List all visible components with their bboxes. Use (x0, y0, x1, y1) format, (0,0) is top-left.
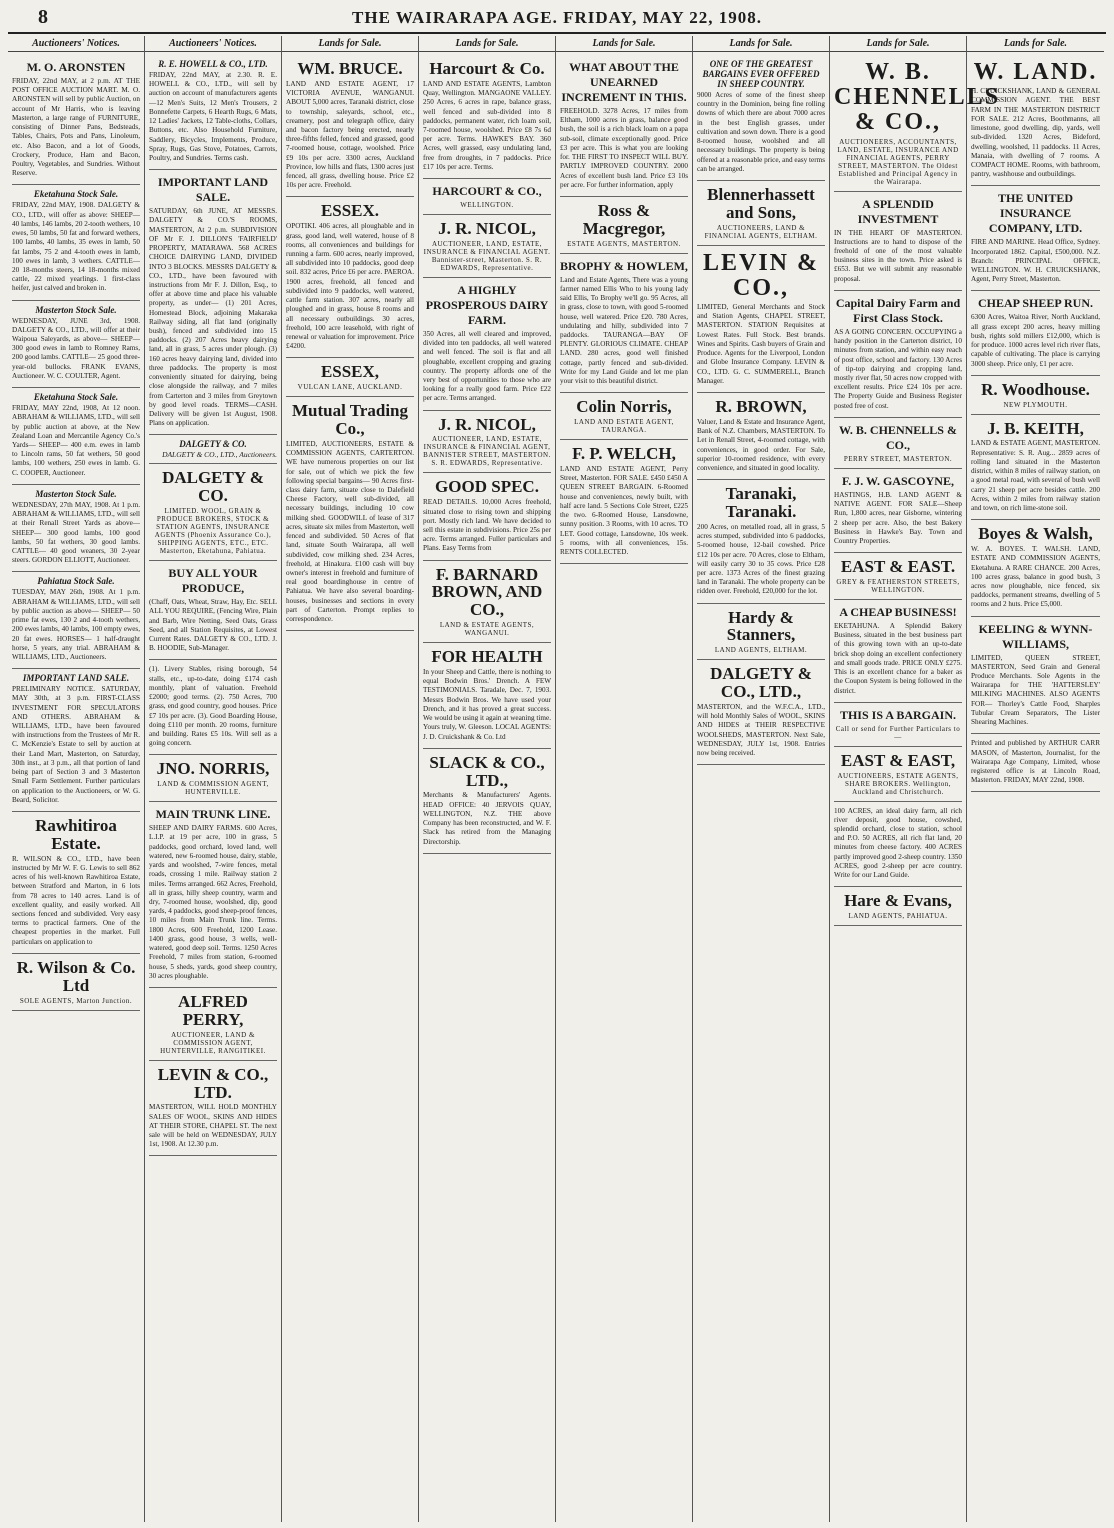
advert (149, 660, 277, 755)
advert-text: SHEEP AND DAIRY FARMS. 600 Acres, L.I.P. at 19 per acre, 100 in grass, 5 paddocks, good orchard, loved land, well watered, new 6-roomed house, dairy, stable, yards and woolshed, 7-wire fences, metal roads, crossing 1 mile. Railway station 2 miles. Terms arranged. 662 Acres, Freehold, all in grass, hilly sheep country, warm and dry, 7-roomed house, woolshed, dip, good yards, 4 paddocks, good sheep-proof fences, 10 miles from Main Trunk line. Terms. 1800 Acres, 600 Freehold, 1200 Lease. 1400 grass, good house, 3 wells, well-watered, good deep soil. Terms. 1250 Acres Freehold, 7 miles from station, 6-roomed house, 5 sheds, yards, good sheep country, 30 acres ploughable. (149, 824, 277, 980)
advert (834, 55, 1001, 192)
advert-title: M. O. ARONSTEN (26, 60, 126, 74)
advert-title: IMPORTANT LAND SALE. (22, 673, 130, 684)
advert (12, 669, 140, 812)
advert-text: AUCTIONEER, LAND & COMMISSION AGENT, HUNTERVILLE, RANGITIKEI. (160, 1030, 266, 1055)
advert-title: ONE OF THE GREATEST BARGAINS EVER OFFERED IN SHEEP COUNTRY. (702, 59, 820, 89)
advert (149, 755, 277, 802)
advert-text: WEDNESDAY, JUNE 3rd, 1908. DALGETY & CO., LTD., will offer at their Waipoua Saleyards, as above— SHEEP— 300 good ewes in lamb to Romney Rams, 200 good lambs. CATTLE— 25 good three-year-old bullocks. FRANK EVANS, Auctioneer. W. C. COULTER, Agent. (12, 316, 140, 380)
advert-text: Valuer, Land & Estate and Insurance Agent, Bank of N.Z. Chambers, MASTERTON. To Let in Renall Street, 4-roomed cottage, with conveniences, in good order. For Sale, superior 10-roomed residence, with every convenience, and situated in good locality. (697, 417, 825, 472)
advert (286, 55, 414, 197)
advert-title: WHAT ABOUT THE UNEARNED INCREMENT IN THIS. (561, 60, 687, 104)
column-heading: Auctioneers' Notices. (8, 36, 144, 52)
advert (697, 181, 825, 246)
advert-title: EAST & EAST, (840, 750, 956, 770)
advert (697, 604, 825, 661)
advert-text: SATURDAY, 6th JUNE, AT MESSRS. DALGETY & CO.'S ROOMS, MASTERTON, At 2 p.m. SUBDIVISION OF Mr F. J. DILLON'S 'FAIRFIELD' PROPERTY, MATARAWA. 568 ACRES CHOICE DAIRYING LAND, DIVIDED INTO 3 BLOCKS. MESSRS DALGETY & CO., LTD., have been favoured with instructions from Mr F. J. Dillon, Esq., to offer at above time and place his valuable property, as under— (1) 201 Acres, Homestead Block, adjoining Makaraka Railway siding, all flat land (originally bush), fenced and subdivided into 15 paddocks. (2) 207 Acres heavy dairying land, all in grass, 5 acres under plough. (3) 160 acres heavy dairying land, divided into three paddocks. The property is most conveniently situated for dairying, being close alongside the railway, and 7 miles from Carterton and 3 miles from Greytown by good level roads. TERMS—CASH. Delivery will be given 1st August, 1908. Plans on application. (149, 207, 277, 428)
advert-title: ALFRED PERRY, (178, 991, 248, 1029)
advert-title: HARCOURT & CO., (432, 184, 542, 199)
advert-title: Mutual Trading Co., (291, 401, 409, 439)
advert-title: ESSEX, (320, 362, 380, 382)
advert-title: DALGETY & CO. (162, 468, 264, 506)
advert-text: FRIDAY, 22nd MAY, 1908. DALGETY & CO., LTD., will offer as above: SHEEP— 40 lambs, 146 lambs, 20 2-tooth wethers, 10 ewes, 50 lambs, 50 fat and forward wethers, 100 lambs, 40 lambs, 35 ewes in lamb, 50 fat lambs, 75 2 and 4-tooth ewes in lamb, 100 ewes in lamb, 3 wethers. CATTLE— 20 18-months steers, 14 18-months mixed cattle, 22 mixed yearlings. 1 first-class heifer, just calved and broken in. (12, 201, 140, 293)
advert-title: THIS IS A BARGAIN. (839, 707, 957, 722)
advert (12, 572, 140, 669)
advert (834, 469, 962, 553)
advert (834, 553, 962, 600)
advert-text: LAND AND ESTATE AGENT, TAURANGA. (574, 418, 674, 435)
advert-title: MAIN TRUNK LINE. (155, 807, 271, 822)
advert-text: Merchants & Manufacturers' Agents. HEAD OFFICE: 40 JERVOIS QUAY, WELLINGTON, N.Z. THE above Company has been reconstructed, and W. F. Slack has retired from the Managing Directorship. (423, 791, 551, 846)
advert-text: LAND AND ESTATE AGENT, Perry Street, Masterton. FOR SALE. £450 £450 A QUEEN STREET BARGAIN. 6-Roomed house and conveniences, newly built, with half acre land. 5 Sections Cole Street, £225 the two. 6-Roomed House, Lansdowne, sunny position. 3 Rooms, with 10 acres. TO LET. Good cottage, Lansdowne, 10s week. 5 rooms, with all conveniences, 15s. RENTS COLLECTED. (560, 464, 688, 556)
advert-text: MASTERTON, WILL HOLD MONTHLY SALES OF WOOL, SKINS AND HIDES AT THEIR STORE, CHAPEL ST. The next sale will be held on WEDNESDAY, JULY 1st, 1908. At 12.30 p.m. (149, 1103, 277, 1149)
advert-text: IN THE HEART OF MASTERTON. Instructions are to hand to dispose of the freehold of one of the most valuable business sites in the town. Price asked is £653. But we will submit any reasonable proposal. (834, 228, 962, 283)
columns (8, 36, 1106, 1522)
advert-text: LIMITED, AUCTIONEERS, ESTATE & COMMISSION AGENTS, CARTERTON. WE have numerous properties on our list for sale, out of which we pick the few following special bargains— 90 Acres first-class dairy farm, situate close to Dalefield Cheese Factory, well sub-divided, all necessary buildings, including 10 cow milking shed. GOODWILL of lease of 317 acres, situate six miles from Masterton, well fenced and subdivided. 50 Acres of flat land, situate South Wairarapa, all well subdivided, cow milking shed. 234 Acres, freehold, at Hinakura. £100 cash will buy owner's interest in freehold and furniture of real good boardinghouse in centre of Pahiatua. We have also several boarding-houses, businesses and sections in every part of Carterton. Prompt replies to correspondence. (286, 439, 414, 624)
newspaper-title: THE WAIRARAPA AGE. FRIDAY, MAY 22, 1908. (352, 8, 762, 27)
advert-text: Land and Estate Agents, There was a young farmer named Ellis Who to his young lady said Ellis, To Brophy we'll go. 95 Acres, all in grass, close to town, with good 5-roomed house, well watered. Price £20. 780 Acres, undulating and hilly, subdivided into 7 paddocks. TAURANGA—BAY OF PLENTY. GLORIOUS CLIMATE. CHEAP LAND. 280 acres, good well finished cottage, partly fenced and sub-divided. Write for my Land Guide and let me plan your visit to this beautiful district. (560, 275, 688, 386)
advert-text: TUESDAY, MAY 26th, 1908. At 1 p.m. ABRAHAM & WILLIAMS, LTD., will sell by public auction as above— SHEEP— 50 prime fat ewes, 130 2 and 4-tooth wethers, 200 ewes lambs, 40 lambs, 100 empty ewes, 20 fat ewes. HORSES— 1 half-draught horse, 5 years, any trial. ABRAHAM & WILLIAMS, LTD., Auctioneers. (12, 588, 140, 661)
advert-text: AUCTIONEERS, ESTATE AGENTS, SHARE BROKERS. Wellington, Auckland and Christchurch. (837, 771, 959, 796)
advert-title: Hare & Evans, (844, 891, 952, 911)
advert (971, 415, 1100, 521)
advert-title: THE UNITED INSURANCE COMPANY, LTD. (988, 191, 1083, 236)
advert-text: (1). Livery Stables, rising borough, 54 stalls, etc., up-to-date, doing £174 cash monthly, plant of valuation. Freehold £2000; good terms. (2). 750 Acres, 700 grass, end good country, good houses. Price £7 10s per acre. (3). Good Boarding House, doing £110 per month. 20 rooms, furniture and building. Rates £5 10s. Will sell as a going concern. (149, 665, 277, 748)
advert (423, 278, 551, 411)
advert (149, 802, 277, 988)
advert-text: (Chaff, Oats, Wheat, Straw, Hay, Etc. SELL ALL YOU REQUIRE, (Fencing Wire, Plain and Barb, Wire Netting, Seed Oats, Grass Seed, and all Station Requisites, at Lowest Current Rates. DALGETY & CO., LTD. J. B. HOODIE, Sub-Manager. (149, 598, 277, 653)
advert (286, 197, 414, 358)
advert-title: A HIGHLY PROSPEROUS DAIRY FARM. (425, 282, 549, 327)
advert (971, 55, 1100, 186)
advert-text: PRELIMINARY NOTICE. SATURDAY, MAY 30th, at 3 p.m. FIRST-CLASS INVESTMENT FOR SPECULATORS AND OTHERS. ABRAHAM & WILLIAMS, LTD., have been favoured with instructions from the Trustees of Mr R. C. McKenzie's Estate to sell by auction at their Land Mart, Masterton, on Saturday, 30th inst., at 3 p.m., all that portion of land being part of Section 3 and 3 Masterton Small Farm Settlement. Further particulars on application to the Auctioneers, or W. G. Beard, Solicitor. (12, 685, 140, 804)
advert (149, 435, 277, 464)
advert (834, 192, 962, 291)
advert (12, 388, 140, 485)
advert-text: FRIDAY, 22nd MAY, at 2.30. R. E. HOWELL & CO., LTD., will sell by auction on account of manufacturers agents—12 Men's Suits, 12 Men's Trousers, 2 Bonnefette Carpets, 6 Hearth Rugs, 6 Mats, 12 Ladies' Jackets, 12 Table-cloths, Collars, Buttons, etc. Also Household Furniture, Saddlery, Bicycles, Implements, Produce, Spray, Rugs, Gas Stove, Potatoes, Carrots, Poultry, and Sundries. Terms cash. (149, 71, 277, 162)
advert-title: J. R. NICOL, (438, 219, 536, 239)
advert-title: R. Woodhouse. (981, 379, 1090, 399)
advert-text: R. WILSON & CO., LTD., have been instructed by Mr W. F. G. Lewis to sell 862 acres of his well-known Rawhitiroa Estate, between Stratford and Marton, in 6 lots from 78 acres to 140 acres. Land is of excellent quality, and easily worked. All sections fenced and subdivided. Very easy terms to practical farmers. One of the cheapest properties in the market. Full particulars on application to (12, 854, 140, 946)
advert-title: Colin Norris, (576, 397, 672, 417)
column-5 (556, 36, 693, 1522)
advert-title: R. E. HOWELL & CO., LTD. (158, 59, 268, 69)
advert (971, 376, 1100, 415)
advert-text: GREY & FEATHERSTON STREETS, WELLINGTON. (836, 578, 960, 594)
advert (971, 617, 1100, 735)
advert-title: BROPHY & HOWLEM, (560, 258, 688, 273)
advert (560, 393, 688, 440)
advert (423, 473, 551, 560)
advert (697, 660, 825, 765)
advert (286, 397, 414, 631)
advert (560, 55, 688, 197)
advert-text: LIMITED. WOOL, GRAIN & PRODUCE BROKERS, STOCK & STATION AGENTS, INSURANCE AGENTS (Phoenix Assurance Co.), SHIPPING AGENTS, ETC., ETC. Masterton, Eketahuna, Pahiatua. (154, 507, 272, 556)
advert-title: CHEAP SHEEP RUN. (977, 296, 1094, 311)
advert (971, 734, 1100, 792)
advert (697, 55, 825, 181)
advert (149, 170, 277, 435)
advert (971, 520, 1100, 616)
advert-text: LIMITED, QUEEN STREET, MASTERTON, Seed Grain and General Produce Merchants. Sole Agents in the Wairarapa for THE 'HATTERSLEY' MILKING MACHINES. ALSO AGENTS FOR— Thorley's Cattle Food, Sharples Tubular Cream Separators, The Lister Shearing Machines. (971, 653, 1100, 727)
advert (12, 485, 140, 573)
advert-text: Printed and published by ARTHUR CARR MASON, of Masterton, Journalist, for the Wairarapa Age Company, Limited, whose registered office is at Lincoln Road, Masterton. FRIDAY, MAY 22nd, 1908. (971, 739, 1100, 785)
advert (697, 480, 825, 603)
advert-title: Eketahuna Stock Sale. (33, 392, 119, 403)
advert-title: BUY ALL YOUR PRODUCE, (168, 566, 258, 596)
advert (149, 988, 277, 1061)
advert (697, 393, 825, 480)
advert-text: LAND & ESTATE AGENT, MASTERTON. Representative: S. R. Aug... 2859 acres of rolling land situated in the Masterton district, within 8 miles of railway station, on a good metal road, with several of bush well carry 21 sheep per acre besides cattle. 200 Acres, within 2 miles from railway station and town, on rich lime-stone soil. (971, 439, 1100, 512)
advert (834, 600, 962, 703)
advert-title: A SPLENDID INVESTMENT (857, 196, 939, 226)
advert (971, 186, 1100, 291)
advert (423, 55, 551, 179)
advert-title: KEELING & WYNN-WILLIAMS, (978, 621, 1093, 651)
column-heading: Lands for Sale. (282, 36, 418, 52)
advert-title: Harcourt & Co. (429, 59, 545, 78)
advert-text: WEDNESDAY, 27th MAY, 1908. At 1 p.m. ABRAHAM & WILLIAMS, LTD., will sell at their Renall Street Yards as above— SHEEP— 300 good lambs, 100 good lambs, 50 fat wethers, 30 good lambs. CATTLE— 40 good weaners, 30 2-year steers. GORDON ELLIOTT, Auctioneer. (12, 500, 140, 565)
advert-text: In your Sheep and Cattle, there is nothing to equal Bodwin Bros.' Drench. A FEW TESTIMONIALS. Taradale, Dec. 7, 1903. Messrs Bodwin Bros. We have used your Drench, and it has proved a great success. We would be using it again at weaning time. Yours truly, W. Gleeson. LOCAL AGENTS: J. D. Cruickshank & Co. Ltd (423, 668, 551, 741)
advert (560, 197, 688, 254)
advert (12, 185, 140, 300)
advert-text: LAND AND ESTATE AGENTS, Lambton Quay, Wellington. MANGAONE VALLEY. 250 Acres, 6 acres in rape, balance grass, well fenced and sub-divided into 8 paddocks, permanent water, rich loam soil, 7-roomed house, woolshed. Price £8 7s 6d per acre. Terms. HAWKE'S BAY. 360 Acres, well grassed, easy undulating land, free from droughts, in 7 paddocks. Price £17 10s per acre. Terms. (423, 79, 551, 171)
advert-text: NEW PLYMOUTH. (1003, 400, 1068, 409)
advert-text: SOLE AGENTS, Marton Junction. (19, 996, 133, 1005)
advert (423, 561, 551, 644)
advert (149, 1061, 277, 1157)
advert-text: PERRY STREET, MASTERTON. (843, 454, 953, 463)
advert-title: F. J. W. GASCOYNE, (842, 473, 954, 488)
advert (971, 291, 1100, 375)
column-heading: Auctioneers' Notices. (145, 36, 281, 52)
advert-title: Eketahuna Stock Sale. (33, 189, 119, 200)
column-heading: Lands for Sale. (830, 36, 966, 52)
advert-title: LEVIN & CO., (702, 249, 819, 301)
masthead (8, 6, 1106, 34)
advert-title: FOR HEALTH (431, 647, 543, 667)
advert-text: WELLINGTON. (460, 201, 514, 210)
advert-title: W. B. CHENNELLS & CO., (834, 59, 1001, 136)
advert-title: J. R. NICOL, (438, 414, 536, 434)
advert-text: EKETAHUNA. A Splendid Bakery Business, situated in the best business part of this growing town with an up-to-date brick shop doing an excellent confectionery and small goods trade. PRICE ONLY £275. This is an excellent chance for a baker as the Coupon System is being followed in the district. (834, 622, 962, 695)
advert-title: LEVIN & CO., LTD. (157, 1064, 269, 1102)
advert-text: 100 ACRES, an ideal dairy farm, all rich river deposit, good house, cowshed, splendid orchard, close to station, school and P.O. 50 ACRES, all rich flat land, 20 minutes from cheese factory. 400 ACRES partly improved good 2-sheep country. 1350 ACRES, good 2-sheep per acre country. Write for our Land Guide. (834, 806, 962, 880)
advert (423, 643, 551, 749)
page-number: 8 (38, 6, 48, 28)
advert-text: LIMITED, General Merchants and Stock and Station Agents, CHAPEL STREET, MASTERTON. STATION Requisites at Lowest Rates. Full Stock. Best brands. Wines and Spirits. Cash buyers of Grain and Produce. Agents for the Liverpool, London and Globe Insurance Company. LEVIN & CO., LTD. G. C. SUMMERELL, Branch Manager. (697, 303, 825, 385)
advert-text: AUCTIONEER, LAND, ESTATE, INSURANCE & FINANCIAL AGENT. Bannister-street, Masterton. S. R. EDWARDS, Representative. (423, 239, 551, 272)
advert-title: A CHEAP BUSINESS! (839, 605, 957, 619)
advert-text: AUCTIONEERS, ACCOUNTANTS, LAND, ESTATE, INSURANCE AND FINANCIAL AGENTS, PERRY STREET, MASTERTON. The Oldest Established and Principal Agency in the Wairarapa. (837, 137, 959, 186)
advert-text: MASTERTON, and the W.F.C.A., LTD., will hold Monthly Sales of WOOL, SKINS AND HIDES at THEIR RESPECTIVE WOOLSHEDS, MASTERTON. Next Sale, WEDNESDAY, JULY 1st, 1908. Entries now being received. (697, 702, 825, 758)
advert-text: FREEHOLD. 3278 Acres, 17 miles from Eltham, 1000 acres in grass, balance good bush, the soil is a rich black loam on a papa sub-soil, climate exceptionally good. Price £3 per acre. This is what you are looking for. THE FIRST TO INSPECT WILL BUY. PARTLY IMPROVED COUNTRY. 2000 Acres of excellent bush land. Price £3 10s per acre. For further information, apply (560, 107, 688, 189)
advert-text: 6300 Acres, Waitoa River, North Auckland, all grass except 200 acres, heavy milling bush, rights sold millers £12,000, which is for produce. 1000 acres level rich river flats, capable of cultivating. The place is carrying 3000 sheep. Price only, £1 per acre. (971, 313, 1100, 368)
advert-title: DALGETY & CO., LTD., (710, 664, 812, 702)
advert-text: Call or send for Further Particulars to— (835, 724, 961, 741)
advert-text: AUCTIONEER, LAND, ESTATE, INSURANCE & FINANCIAL AGENT, BANNISTER STREET, MASTERTON. S. R. EDWARDS, Representative. (423, 435, 551, 468)
advert-title: Blennerhassett and Sons, (707, 184, 815, 222)
advert (286, 358, 414, 397)
advert-text: LAND AGENTS, ELTHAM. (714, 646, 808, 655)
column-3 (282, 36, 419, 1522)
advert-text: LAND & COMMISSION AGENT, HUNTERVILLE. (157, 780, 269, 797)
advert (560, 440, 688, 564)
advert-text: 200 Acres, on metalled road, all in grass, 5 acres stumped, subdivided into 6 paddocks, 5-roomed house, 12-bail cowshed. Price £12 10s per acre. 70 Acres, close to Eltham, will easily carry 30 to 35 cows. Price £28 per acre. 1373 Acres of the finest grazing land in Taranaki. The whole property can be ridden over. Freehold, £20,000 for the lot. (697, 522, 825, 596)
advert-title: Taranaki, Taranaki. (725, 484, 797, 521)
column-1 (8, 36, 145, 1522)
advert-title: DALGETY & CO. (179, 439, 247, 450)
column-8 (967, 36, 1104, 1522)
advert (423, 179, 551, 215)
column-heading: Lands for Sale. (419, 36, 555, 52)
advert-text: FRIDAY, 22nd MAY, at 2 p.m. AT THE POST OFFICE AUCTION MART. M. O. ARONSTEN will sell by public Auction, on account of Mr Harris, who is leaving Masterton, a large range of FURNITURE, consisting of Dinner Pans, Bedsteads, Tables, Chairs, Pots and Pans, Linoleum, etc. Also Bacon, and a lot of Goods, Crockery, Produce, Ham and Bacon, Poultry, Vegetables, and Sundries. Without Reserve. (12, 77, 140, 178)
advert-title: ESSEX. (320, 201, 380, 221)
advert (834, 418, 962, 469)
advert (423, 411, 551, 474)
advert-title: Boyes & Walsh, (978, 524, 1093, 544)
advert-text: 9000 Acres of some of the finest sheep country in the Dominion, being fine rolling downs of which there are about 7000 acres in the best English grasses, under cultivation and sown down. There is a good 8-roomed house, woolshed and all necessary buildings. The property is being offered at a reasonable price, and easy terms can be arranged. (697, 91, 825, 173)
column-7 (830, 36, 1001, 1522)
advert-title: GOOD SPEC. (435, 477, 539, 497)
advert-text: LAND AND ESTATE AGENT, 17 VICTORIA AVENUE, WANGANUI. ABOUT 5,000 acres, Taranaki district, close to township, saleyards, school, etc., creamery, post and telegraph office, dairy and bacon factory being erected, nearly three-fifths felled, fenced and grassed, good 7-roomed house, cottage, woolshed. Price £9 10s per acre. 3300 acres, Auckland Province, low hills and flats, 1300 acres just fenced, all grass, dwelling house. Price £2 10s per acre. Freehold. (286, 79, 414, 190)
advert-text: LAND & ESTATE AGENTS, WANGANUI. (439, 621, 535, 638)
advert-text: FIRE AND MARINE. Head Office, Sydney. Incorporated 1862. Capital, £500,000. N.Z. Branch: PRINCIPAL OFFICE, WELLINGTON. W. H. CRUICKSHANK, Agent, Perry Street, Masterton. (971, 238, 1100, 284)
advert (12, 812, 140, 954)
advert-text: W. A. BOYES. T. WALSH. LAND, ESTATE AND COMMISSION AGENTS, Eketahuna. A RARE CHANCE. 200 Acres, 100 acres grass, balance in good bush, 3 acres now ploughable, nice fenced, six paddocks, permanent streams, dwelling of 5 rooms and 2 huts. Price £5,000. (971, 545, 1100, 609)
advert (149, 464, 277, 561)
column-6 (693, 36, 830, 1522)
advert (149, 561, 277, 660)
advert-text: VULCAN LANE, AUCKLAND. (297, 383, 403, 392)
advert (834, 802, 962, 888)
advert (12, 301, 140, 389)
advert (834, 887, 962, 926)
advert (423, 215, 551, 278)
advert-title: JNO. NORRIS, (156, 759, 270, 779)
advert (834, 291, 962, 418)
advert (560, 254, 688, 394)
column-4 (419, 36, 556, 1522)
advert (697, 246, 825, 393)
advert-title: Ross & Macgregor, (582, 200, 666, 238)
advert-title: R. Wilson & Co. Ltd (16, 957, 136, 995)
advert-title: IMPORTANT LAND SALE. (157, 175, 269, 205)
advert (12, 954, 140, 1011)
advert-title: F. BARNARD BROWN, AND CO., (431, 564, 543, 620)
advert-text: AS A GOING CONCERN. OCCUPYING a handy position in the Carterton district, 10 minutes from station, and within easy reach of post office, school and factory. 130 Acres of tip-top dairying and cropping land, mostly river flat, 50 acres now cropped with excellent results. Price £24 10s per acre. The Property Guide and Business Register posted free of cost. (834, 327, 962, 410)
advert-title: J. B. KEITH, (987, 418, 1084, 438)
advert-title: SLACK & CO., LTD., (429, 752, 545, 790)
advert-text: ESTATE AGENTS, MASTERTON. (567, 239, 681, 248)
column-heading: Lands for Sale. (693, 36, 829, 52)
advert (149, 55, 277, 170)
advert-title: WM. BRUCE. (297, 59, 403, 78)
advert (12, 55, 140, 185)
advert-title: Capital Dairy Farm and First Class Stock. (835, 295, 961, 325)
column-heading: Lands for Sale. (556, 36, 692, 52)
column-2 (145, 36, 282, 1522)
advert-title: Masterton Stock Sale. (35, 488, 117, 499)
advert-title: Masterton Stock Sale. (35, 304, 117, 315)
advert (834, 703, 962, 747)
column-heading: Lands for Sale. (967, 36, 1104, 52)
advert-text: HASTINGS, H.B. LAND AGENT & NATIVE AGENT. FOR SALE—Sheep Run, 1,800 acres, near Gisborne, wintering 2 sheep per acre. Also, the best Bakery Business in Hawke's Bay. Town and Country Properties. (834, 490, 962, 545)
advert-text: 350 Acres, all well cleared and improved, divided into ten paddocks, all well watered and well fenced. The soil is flat and all ploughable, excellent cropping and grazing country. The property affords one of the very best of opportunities to those who are looking for a really good farm. Price £22 per acre. Terms arranged. (423, 329, 551, 403)
advert-text: LAND AGENTS, PAHIATUA. (848, 912, 948, 921)
advert-text: OPOTIKI. 406 acres, all ploughable and in grass, good land, well watered, house of 8 rooms, all conveniences and buildings for running a farm. 600 acres, nearly improved, all subdivided into 10 paddocks, good deep soil. 832 acres, Price £6 per acre. PAEROA. 1900 acres, freehold, all fenced and subdivided into 9 paddocks, well watered, cattle farm station. 307 acres, nearly all ploughed and in grass, house 8 rooms and all necessary outbuildings. 30 acres, freehold, 100 acre leasehold, with right of renewal or valuation for improvement. Price £4200. (286, 222, 414, 351)
advert-text: DALGETY & CO., LTD., Auctioneers. (162, 450, 277, 460)
advert-title: R. BROWN, (715, 397, 807, 416)
advert-text: H. CRUICKSHANK, LAND & GENERAL COMMISSION AGENT. THE BEST FARM IN THE MASTERTON DISTRICT FOR SALE. 212 Acres, Boothmanns, all limestone, good dwelling, dip, yards, well sub-divided. 1320 Acres, Bideford, dwelling, woolshed, 11 paddocks. 11 Acres, Manaia, with dwelling of 7 rooms. A COMPACT HOME. Rooms, with bathroom, pantry, washhouse and outbuildings. (971, 87, 1100, 179)
advert-text: READ DETAILS. 10,000 Acres freehold, situated close to rising town and shipping port. Mostly rich land. We have decided to sell this estate in subdivisions. Price 25s per acre. Terms arranged. Fuller particulars and Plans. Easy Terms from (423, 498, 551, 553)
advert-title: Pahiatua Stock Sale. (37, 576, 115, 587)
advert-title: W. LAND. (973, 59, 1098, 85)
advert-title: EAST & EAST. (840, 557, 956, 577)
advert (834, 747, 962, 802)
advert-title: F. P. WELCH, (572, 444, 676, 464)
advert-title: Hardy & Stanners, (726, 607, 796, 645)
advert (423, 749, 551, 854)
advert-title: W. B. CHENNELLS & CO., (839, 422, 957, 452)
advert-text: AUCTIONEERS, LAND & FINANCIAL AGENTS, ELTHAM. (704, 223, 818, 240)
advert-text: FRIDAY, MAY 22nd, 1908, At 12 noon. ABRAHAM & WILLIAMS, LTD., will sell by public auction at above, at the New Zealand Loan and Mercantile Agency Co.'s Yards— SHEEP— 400 e.m. ewes in lamb to Lincoln rams, 50 fat wethers, 50 good lambs, 100 wethers, 250 ewes in lamb. G. C. COOPER, Auctioneer. (12, 404, 140, 477)
advert-title: Rawhitiroa Estate. (35, 816, 117, 853)
